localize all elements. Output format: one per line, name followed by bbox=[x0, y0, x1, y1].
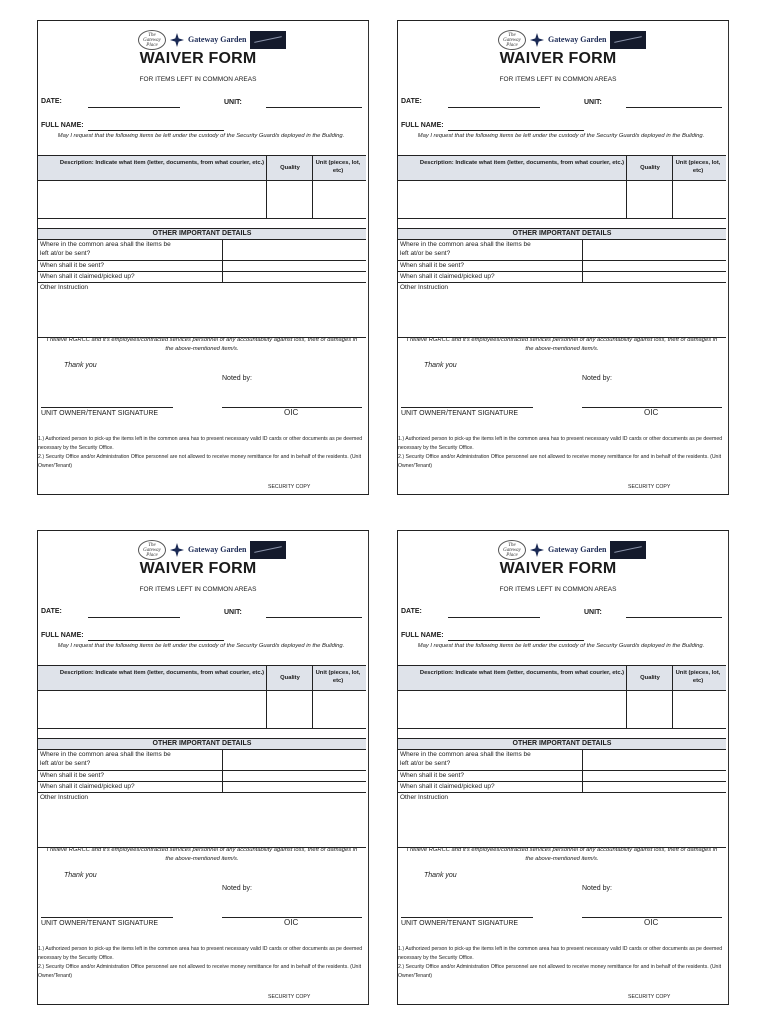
detail-row-where: Where in the common area shall the items be left at/or be sent? bbox=[398, 240, 726, 261]
building-logo-image bbox=[610, 31, 646, 49]
relieve-statement: I relieve RGRCC and it's employees/contracted services personnel of any accountability against loss, theft or damages in the above-mentioned item/s. bbox=[406, 337, 718, 352]
gateway-star-icon bbox=[170, 543, 184, 557]
signature-label: UNIT OWNER/TENANT SIGNATURE bbox=[41, 920, 159, 927]
signature-line[interactable] bbox=[41, 917, 173, 918]
items-table bbox=[38, 155, 366, 219]
noted-by-label: Noted by: bbox=[222, 885, 252, 892]
full-name-label: FULL NAME: bbox=[41, 632, 84, 639]
form-subtitle: FOR ITEMS LEFT IN COMMON AREAS bbox=[499, 76, 617, 83]
gateway-star-icon bbox=[530, 33, 544, 47]
gateway-star-icon bbox=[530, 543, 544, 557]
unit-column-header: Unit (pieces, lot, etc) bbox=[315, 160, 361, 174]
other-details-header: OTHER IMPORTANT DETAILS bbox=[398, 739, 726, 750]
unit-label: UNIT: bbox=[584, 99, 602, 106]
relieve-statement: I relieve RGRCC and it's employees/contracted services personnel of any accountability against loss, theft or damages in the above-mentioned item/s. bbox=[46, 337, 358, 352]
quality-column-header: Quality bbox=[280, 675, 300, 681]
other-details-header: OTHER IMPORTANT DETAILS bbox=[38, 739, 366, 750]
gateway-place-logo: The Gateway Place bbox=[498, 540, 526, 560]
waiver-form-copy-2 bbox=[397, 20, 729, 495]
description-column-header: Description: Indicate what item (letter, documents, from what courier, etc.) bbox=[59, 670, 265, 676]
column-divider bbox=[312, 666, 313, 728]
request-statement: May I request that the following items be left under the custody of the Security Guard/s deployed in the Building. bbox=[417, 643, 705, 649]
form-subtitle: FOR ITEMS LEFT IN COMMON AREAS bbox=[499, 586, 617, 593]
full-name-label: FULL NAME: bbox=[401, 632, 444, 639]
form-notes bbox=[398, 945, 726, 981]
details-value-divider bbox=[222, 750, 223, 793]
date-label: DATE: bbox=[401, 98, 422, 105]
request-statement: May I request that the following items be left under the custody of the Security Guard/s deployed in the Building. bbox=[57, 133, 345, 139]
date-field[interactable] bbox=[88, 617, 180, 618]
description-column-header: Description: Indicate what item (letter, documents, from what courier, etc.) bbox=[419, 670, 625, 676]
full-name-field[interactable] bbox=[448, 130, 584, 131]
noted-by-label: Noted by: bbox=[582, 375, 612, 382]
unit-column-header: Unit (pieces, lot, etc) bbox=[315, 670, 361, 684]
waiver-form-copy-1 bbox=[37, 20, 369, 495]
thank-you-text: Thank you bbox=[64, 872, 97, 879]
detail-row-when-sent: When shall it be sent? bbox=[398, 771, 726, 782]
waiver-form-copy-4 bbox=[397, 530, 729, 1005]
gateway-garden-logo: Gateway Garden bbox=[548, 545, 607, 554]
oic-label: OIC bbox=[284, 918, 299, 927]
detail-row-when-sent: When shall it be sent? bbox=[398, 261, 726, 272]
note-1: 1.) Authorized person to pick-up the items left in the common area has to present necessary valid ID cards or other documents as pe deemed necessary by the Security Office. bbox=[398, 946, 723, 961]
form-title: WAIVER FORM bbox=[499, 560, 617, 577]
building-logo-image bbox=[250, 541, 286, 559]
logo-group bbox=[138, 29, 286, 51]
note-1: 1.) Authorized person to pick-up the items left in the common area has to present necessary valid ID cards or other documents as pe deemed necessary by the Security Office. bbox=[38, 436, 363, 451]
quality-column-header: Quality bbox=[640, 165, 660, 171]
detail-row-other-instruction: Other Instruction bbox=[400, 794, 449, 801]
oic-label: OIC bbox=[284, 408, 299, 417]
unit-column-header: Unit (pieces, lot, etc) bbox=[675, 160, 721, 174]
request-statement: May I request that the following items be left under the custody of the Security Guard/s deployed in the Building. bbox=[417, 133, 705, 139]
details-value-divider bbox=[222, 240, 223, 283]
building-logo-image bbox=[250, 31, 286, 49]
detail-row-other-instruction: Other Instruction bbox=[40, 284, 89, 291]
items-table bbox=[398, 155, 726, 219]
request-statement: May I request that the following items be left under the custody of the Security Guard/s deployed in the Building. bbox=[57, 643, 345, 649]
note-1: 1.) Authorized person to pick-up the items left in the common area has to present necessary valid ID cards or other documents as pe deemed necessary by the Security Office. bbox=[398, 436, 723, 451]
column-divider bbox=[626, 666, 627, 728]
logo-group bbox=[498, 29, 646, 51]
other-details-table bbox=[398, 738, 726, 848]
logo-group bbox=[498, 539, 646, 561]
detail-row-when-sent: When shall it be sent? bbox=[38, 261, 366, 272]
note-1: 1.) Authorized person to pick-up the items left in the common area has to present necessary valid ID cards or other documents as pe deemed necessary by the Security Office. bbox=[38, 946, 363, 961]
note-2: 2.) Security Office and/or Administration Office personnel are not allowed to receive money remittance for and in behalf of the residents. (Unit Owner/Tenant) bbox=[398, 964, 722, 979]
gateway-place-logo: The Gateway Place bbox=[138, 30, 166, 50]
column-divider bbox=[266, 156, 267, 218]
signature-label: UNIT OWNER/TENANT SIGNATURE bbox=[41, 410, 159, 417]
gateway-star-icon bbox=[170, 33, 184, 47]
security-copy-label: SECURITY COPY bbox=[268, 484, 311, 490]
noted-by-label: Noted by: bbox=[222, 375, 252, 382]
unit-field[interactable] bbox=[626, 617, 722, 618]
description-column-header: Description: Indicate what item (letter, documents, from what courier, etc.) bbox=[59, 160, 265, 166]
form-title: WAIVER FORM bbox=[499, 50, 617, 67]
column-divider bbox=[312, 156, 313, 218]
form-title: WAIVER FORM bbox=[139, 50, 257, 67]
form-notes bbox=[38, 435, 366, 471]
signature-line[interactable] bbox=[401, 407, 533, 408]
form-title: WAIVER FORM bbox=[139, 560, 257, 577]
note-2: 2.) Security Office and/or Administration Office personnel are not allowed to receive money remittance for and in behalf of the residents. (Unit Owner/Tenant) bbox=[398, 454, 722, 469]
detail-row-other-instruction: Other Instruction bbox=[40, 794, 89, 801]
form-subtitle: FOR ITEMS LEFT IN COMMON AREAS bbox=[139, 76, 257, 83]
full-name-field[interactable] bbox=[88, 640, 224, 641]
note-2: 2.) Security Office and/or Administration Office personnel are not allowed to receive money remittance for and in behalf of the residents. (Unit Owner/Tenant) bbox=[38, 964, 362, 979]
gateway-garden-logo: Gateway Garden bbox=[188, 545, 247, 554]
column-divider bbox=[626, 156, 627, 218]
date-field[interactable] bbox=[448, 107, 540, 108]
unit-field[interactable] bbox=[266, 107, 362, 108]
detail-row-other-instruction: Other Instruction bbox=[400, 284, 449, 291]
noted-by-label: Noted by: bbox=[582, 885, 612, 892]
detail-row-when-claimed: When shall it claimed/picked up? bbox=[398, 782, 726, 793]
items-table bbox=[38, 665, 366, 729]
thank-you-text: Thank you bbox=[424, 872, 457, 879]
column-divider bbox=[266, 666, 267, 728]
gateway-place-logo: The Gateway Place bbox=[498, 30, 526, 50]
gateway-garden-logo: Gateway Garden bbox=[188, 35, 247, 44]
detail-row-where: Where in the common area shall the items be left at/or be sent? bbox=[38, 750, 366, 771]
column-divider bbox=[672, 156, 673, 218]
form-subtitle: FOR ITEMS LEFT IN COMMON AREAS bbox=[139, 586, 257, 593]
unit-field[interactable] bbox=[626, 107, 722, 108]
items-table bbox=[398, 665, 726, 729]
unit-label: UNIT: bbox=[224, 609, 242, 616]
other-details-table bbox=[398, 228, 726, 338]
quality-column-header: Quality bbox=[640, 675, 660, 681]
signature-label: UNIT OWNER/TENANT SIGNATURE bbox=[401, 410, 519, 417]
form-notes bbox=[38, 945, 366, 981]
unit-label: UNIT: bbox=[584, 609, 602, 616]
unit-column-header: Unit (pieces, lot, etc) bbox=[675, 670, 721, 684]
date-label: DATE: bbox=[41, 98, 62, 105]
security-copy-label: SECURITY COPY bbox=[268, 994, 311, 1000]
thank-you-text: Thank you bbox=[424, 362, 457, 369]
note-2: 2.) Security Office and/or Administration Office personnel are not allowed to receive money remittance for and in behalf of the residents. (Unit Owner/Tenant) bbox=[38, 454, 362, 469]
unit-label: UNIT: bbox=[224, 99, 242, 106]
gateway-garden-logo: Gateway Garden bbox=[548, 35, 607, 44]
detail-row-when-claimed: When shall it claimed/picked up? bbox=[38, 272, 366, 283]
relieve-statement: I relieve RGRCC and it's employees/contracted services personnel of any accountability against loss, theft or damages in the above-mentioned item/s. bbox=[406, 847, 718, 862]
full-name-field[interactable] bbox=[448, 640, 584, 641]
detail-row-when-claimed: When shall it claimed/picked up? bbox=[38, 782, 366, 793]
full-name-label: FULL NAME: bbox=[401, 122, 444, 129]
form-notes bbox=[398, 435, 726, 471]
security-copy-label: SECURITY COPY bbox=[628, 484, 671, 490]
detail-row-when-sent: When shall it be sent? bbox=[38, 771, 366, 782]
details-value-divider bbox=[582, 750, 583, 793]
other-details-header: OTHER IMPORTANT DETAILS bbox=[398, 229, 726, 240]
detail-row-when-claimed: When shall it claimed/picked up? bbox=[398, 272, 726, 283]
signature-line[interactable] bbox=[41, 407, 173, 408]
date-label: DATE: bbox=[401, 608, 422, 615]
oic-label: OIC bbox=[644, 408, 659, 417]
description-column-header: Description: Indicate what item (letter, documents, from what courier, etc.) bbox=[419, 160, 625, 166]
thank-you-text: Thank you bbox=[64, 362, 97, 369]
date-field[interactable] bbox=[88, 107, 180, 108]
security-copy-label: SECURITY COPY bbox=[628, 994, 671, 1000]
detail-row-where: Where in the common area shall the items be left at/or be sent? bbox=[38, 240, 366, 261]
unit-field[interactable] bbox=[266, 617, 362, 618]
other-details-table bbox=[38, 228, 366, 338]
full-name-label: FULL NAME: bbox=[41, 122, 84, 129]
column-divider bbox=[672, 666, 673, 728]
waiver-form-copy-3 bbox=[37, 530, 369, 1005]
other-details-table bbox=[38, 738, 366, 848]
gateway-place-logo: The Gateway Place bbox=[138, 540, 166, 560]
details-value-divider bbox=[582, 240, 583, 283]
oic-label: OIC bbox=[644, 918, 659, 927]
building-logo-image bbox=[610, 541, 646, 559]
logo-group bbox=[138, 539, 286, 561]
full-name-field[interactable] bbox=[88, 130, 224, 131]
other-details-header: OTHER IMPORTANT DETAILS bbox=[38, 229, 366, 240]
date-field[interactable] bbox=[448, 617, 540, 618]
relieve-statement: I relieve RGRCC and it's employees/contracted services personnel of any accountability against loss, theft or damages in the above-mentioned item/s. bbox=[46, 847, 358, 862]
signature-line[interactable] bbox=[401, 917, 533, 918]
detail-row-where: Where in the common area shall the items be left at/or be sent? bbox=[398, 750, 726, 771]
quality-column-header: Quality bbox=[280, 165, 300, 171]
signature-label: UNIT OWNER/TENANT SIGNATURE bbox=[401, 920, 519, 927]
date-label: DATE: bbox=[41, 608, 62, 615]
